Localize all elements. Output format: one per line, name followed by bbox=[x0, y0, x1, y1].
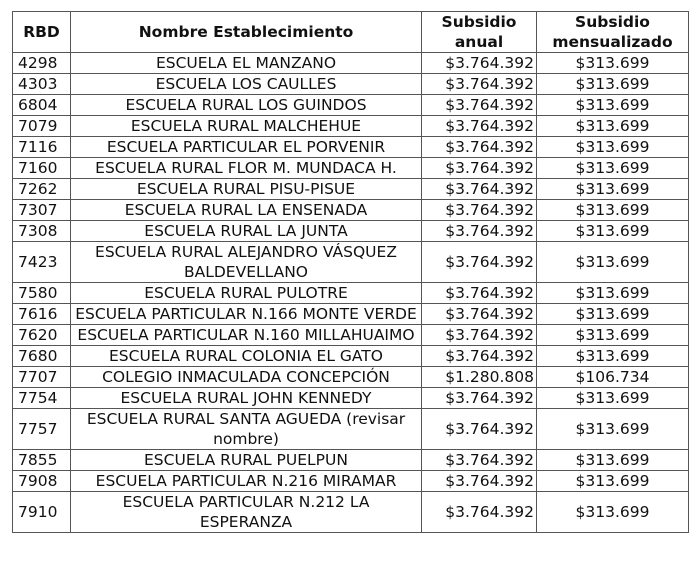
rbd-cell: 7680 bbox=[13, 346, 71, 367]
table-row bbox=[13, 95, 689, 116]
nombre-cell: ESCUELA RURAL COLONIA EL GATO bbox=[71, 346, 422, 367]
rbd-cell: 7910 bbox=[13, 492, 71, 533]
subsidio-anual-cell: $3.764.392 bbox=[422, 74, 537, 95]
subsidio-mensual-cell: $313.699 bbox=[537, 200, 689, 221]
subsidio-anual-cell: $3.764.392 bbox=[422, 95, 537, 116]
table-row bbox=[13, 304, 689, 325]
subsidio-anual-cell: $3.764.392 bbox=[422, 325, 537, 346]
rbd-cell: 7262 bbox=[13, 179, 71, 200]
nombre-cell: ESCUELA RURAL LOS GUINDOS bbox=[71, 95, 422, 116]
subsidio-anual-cell: $1.280.808 bbox=[422, 367, 537, 388]
subsidio-mensual-cell: $313.699 bbox=[537, 53, 689, 74]
nombre-cell: ESCUELA RURAL ALEJANDRO VÁSQUEZ BALDEVELLANO bbox=[71, 242, 422, 283]
subsidio-mensual-cell: $313.699 bbox=[537, 179, 689, 200]
table-row bbox=[13, 325, 689, 346]
subsidio-anual-cell: $3.764.392 bbox=[422, 346, 537, 367]
subsidio-mensual-cell: $106.734 bbox=[537, 367, 689, 388]
table-row bbox=[13, 221, 689, 242]
rbd-cell: 4303 bbox=[13, 74, 71, 95]
subsidio-mensual-cell: $313.699 bbox=[537, 242, 689, 283]
nombre-cell: ESCUELA PARTICULAR N.212 LA ESPERANZA bbox=[71, 492, 422, 533]
header-subsidio-anual: Subsidio anual bbox=[422, 12, 537, 53]
nombre-cell: ESCUELA RURAL SANTA AGUEDA (revisar nombre) bbox=[71, 409, 422, 450]
rbd-cell: 7908 bbox=[13, 471, 71, 492]
subsidio-anual-cell: $3.764.392 bbox=[422, 242, 537, 283]
subsidy-table bbox=[12, 11, 689, 533]
table-row bbox=[13, 116, 689, 137]
subsidio-mensual-cell: $313.699 bbox=[537, 409, 689, 450]
subsidio-mensual-cell: $313.699 bbox=[537, 388, 689, 409]
rbd-cell: 4298 bbox=[13, 53, 71, 74]
nombre-cell: ESCUELA PARTICULAR EL PORVENIR bbox=[71, 137, 422, 158]
table-row bbox=[13, 409, 689, 450]
subsidio-mensual-cell: $313.699 bbox=[537, 346, 689, 367]
table-row bbox=[13, 137, 689, 158]
rbd-cell: 7423 bbox=[13, 242, 71, 283]
nombre-cell: ESCUELA PARTICULAR N.216 MIRAMAR bbox=[71, 471, 422, 492]
subsidio-anual-cell: $3.764.392 bbox=[422, 53, 537, 74]
rbd-cell: 7160 bbox=[13, 158, 71, 179]
nombre-cell: ESCUELA RURAL LA JUNTA bbox=[71, 221, 422, 242]
header-row bbox=[13, 12, 689, 53]
rbd-cell: 7707 bbox=[13, 367, 71, 388]
subsidio-mensual-cell: $313.699 bbox=[537, 74, 689, 95]
subsidio-anual-cell: $3.764.392 bbox=[422, 116, 537, 137]
nombre-cell: ESCUELA LOS CAULLES bbox=[71, 74, 422, 95]
table-row bbox=[13, 74, 689, 95]
nombre-cell: ESCUELA PARTICULAR N.166 MONTE VERDE bbox=[71, 304, 422, 325]
rbd-cell: 7307 bbox=[13, 200, 71, 221]
subsidio-mensual-cell: $313.699 bbox=[537, 137, 689, 158]
rbd-cell: 7754 bbox=[13, 388, 71, 409]
subsidio-anual-cell: $3.764.392 bbox=[422, 200, 537, 221]
table-row bbox=[13, 200, 689, 221]
rbd-cell: 7116 bbox=[13, 137, 71, 158]
nombre-cell: ESCUELA RURAL JOHN KENNEDY bbox=[71, 388, 422, 409]
subsidio-anual-cell: $3.764.392 bbox=[422, 158, 537, 179]
subsidio-anual-cell: $3.764.392 bbox=[422, 492, 537, 533]
table-row bbox=[13, 283, 689, 304]
table-row bbox=[13, 492, 689, 533]
nombre-cell: ESCUELA EL MANZANO bbox=[71, 53, 422, 74]
subsidio-mensual-cell: $313.699 bbox=[537, 158, 689, 179]
nombre-cell: ESCUELA PARTICULAR N.160 MILLAHUAIMO bbox=[71, 325, 422, 346]
rbd-cell: 7757 bbox=[13, 409, 71, 450]
nombre-cell: ESCUELA RURAL PULOTRE bbox=[71, 283, 422, 304]
rbd-cell: 7308 bbox=[13, 221, 71, 242]
subsidio-mensual-cell: $313.699 bbox=[537, 471, 689, 492]
header-nombre: Nombre Establecimiento bbox=[71, 12, 422, 53]
rbd-cell: 6804 bbox=[13, 95, 71, 116]
nombre-cell: COLEGIO INMACULADA CONCEPCIÓN bbox=[71, 367, 422, 388]
subsidio-mensual-cell: $313.699 bbox=[537, 283, 689, 304]
nombre-cell: ESCUELA RURAL PUELPUN bbox=[71, 450, 422, 471]
rbd-cell: 7616 bbox=[13, 304, 71, 325]
subsidio-anual-cell: $3.764.392 bbox=[422, 409, 537, 450]
subsidio-mensual-cell: $313.699 bbox=[537, 304, 689, 325]
subsidio-anual-cell: $3.764.392 bbox=[422, 388, 537, 409]
subsidio-mensual-cell: $313.699 bbox=[537, 116, 689, 137]
table-row bbox=[13, 53, 689, 74]
rbd-cell: 7580 bbox=[13, 283, 71, 304]
subsidio-anual-cell: $3.764.392 bbox=[422, 179, 537, 200]
table-row bbox=[13, 450, 689, 471]
nombre-cell: ESCUELA RURAL PISU-PISUE bbox=[71, 179, 422, 200]
rbd-cell: 7079 bbox=[13, 116, 71, 137]
subsidio-mensual-cell: $313.699 bbox=[537, 492, 689, 533]
rbd-cell: 7620 bbox=[13, 325, 71, 346]
subsidio-mensual-cell: $313.699 bbox=[537, 450, 689, 471]
table-row bbox=[13, 179, 689, 200]
subsidio-anual-cell: $3.764.392 bbox=[422, 450, 537, 471]
subsidio-anual-cell: $3.764.392 bbox=[422, 283, 537, 304]
header-subsidio-mensual: Subsidio mensualizado bbox=[537, 12, 689, 53]
table-row bbox=[13, 242, 689, 283]
subsidio-mensual-cell: $313.699 bbox=[537, 95, 689, 116]
subsidio-anual-cell: $3.764.392 bbox=[422, 221, 537, 242]
nombre-cell: ESCUELA RURAL LA ENSENADA bbox=[71, 200, 422, 221]
subsidio-mensual-cell: $313.699 bbox=[537, 221, 689, 242]
table-row bbox=[13, 346, 689, 367]
table-row bbox=[13, 471, 689, 492]
rbd-cell: 7855 bbox=[13, 450, 71, 471]
header-rbd: RBD bbox=[13, 12, 71, 53]
nombre-cell: ESCUELA RURAL MALCHEHUE bbox=[71, 116, 422, 137]
table-row bbox=[13, 367, 689, 388]
table-row bbox=[13, 158, 689, 179]
subsidio-anual-cell: $3.764.392 bbox=[422, 471, 537, 492]
subsidio-mensual-cell: $313.699 bbox=[537, 325, 689, 346]
subsidio-anual-cell: $3.764.392 bbox=[422, 137, 537, 158]
table-row bbox=[13, 388, 689, 409]
subsidio-anual-cell: $3.764.392 bbox=[422, 304, 537, 325]
nombre-cell: ESCUELA RURAL FLOR M. MUNDACA H. bbox=[71, 158, 422, 179]
